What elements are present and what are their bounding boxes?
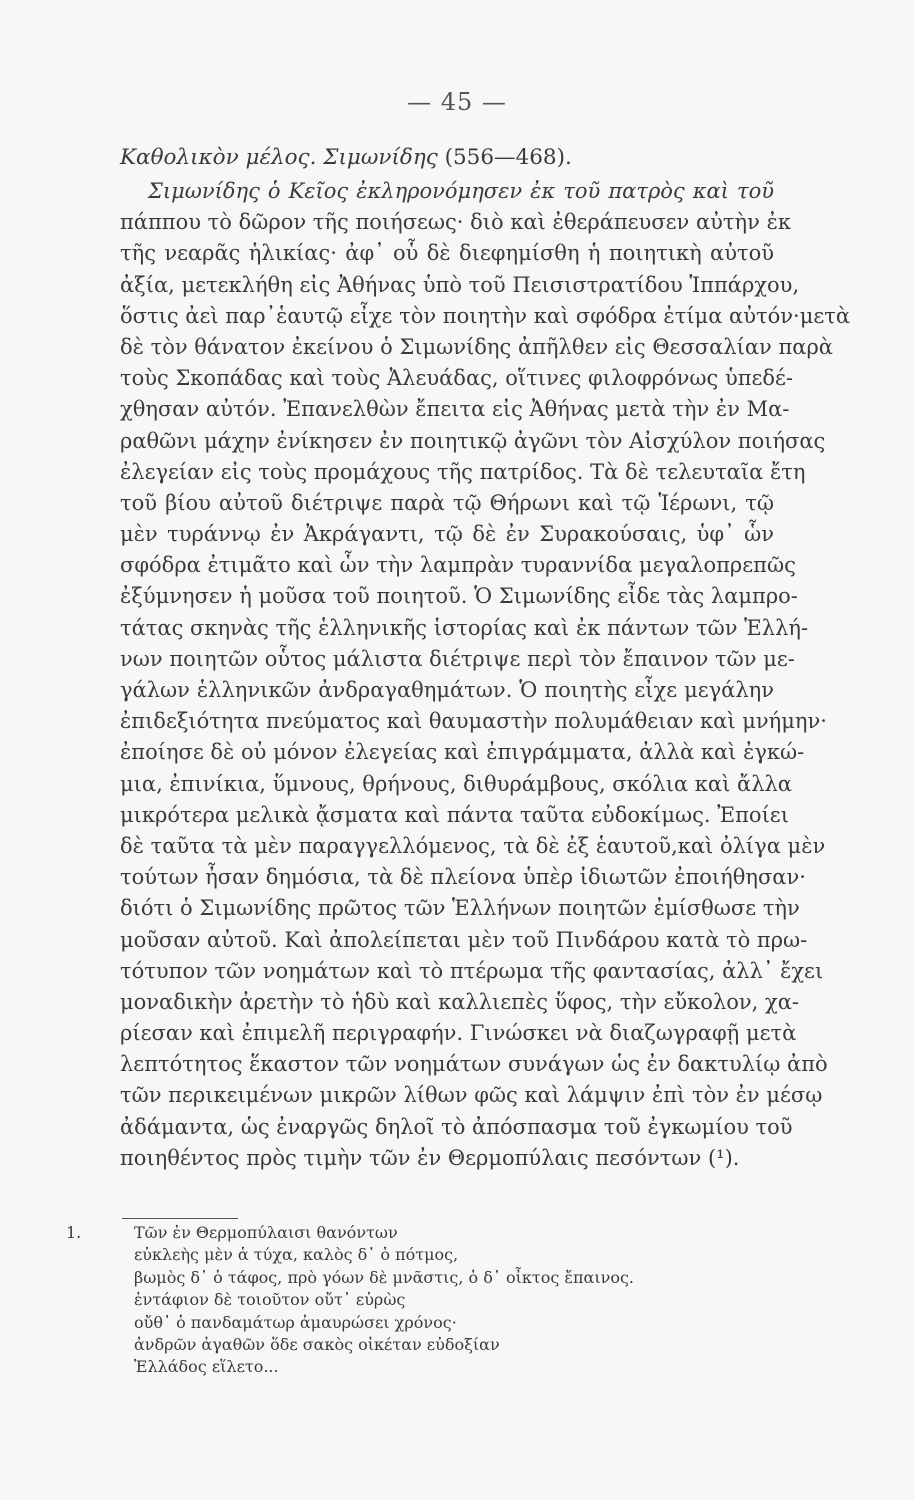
body-line: ἐποίησε δὲ οὐ μόνον ἐλεγείας καὶ ἐπιγράμματα, ἀλλὰ καὶ ἐγκώ- bbox=[120, 740, 805, 765]
footnote-line-text: ἀνδρῶν ἀγαθῶν ὅδε σακὸς οἰκέταν εὐδοξίαν bbox=[134, 1334, 500, 1354]
body-line: τῶν περικειμένων μικρῶν λίθων φῶς καὶ λάμψιν ἐπὶ τὸν ἐν μέσῳ bbox=[120, 1083, 823, 1108]
footnote-line-text: ἐντάφιον δὲ τοιοῦτον οὔτ᾽ εὐρὼς bbox=[134, 1290, 406, 1310]
page-number: — 45 — bbox=[407, 88, 507, 116]
footnote-line bbox=[66, 1334, 766, 1356]
body-line: τότυπον τῶν νοημάτων καὶ τὸ πτέρωμα τῆς φαντασίας, ἀλλ᾽ ἔχει bbox=[120, 958, 824, 983]
footnote-line-text: βωμὸς δ᾽ ὁ τάφος, πρὸ γόων δὲ μνᾶστις, ὁ δ᾽ οἶκτος ἔπαινος. bbox=[134, 1267, 635, 1287]
footnote-line bbox=[66, 1312, 766, 1334]
body-line: νων ποιητῶν οὗτος μάλιστα διέτριψε περὶ τὸν ἔπαινον τῶν με- bbox=[120, 646, 795, 671]
body-line: δὲ τὸν θάνατον ἐκείνου ὁ Σιμωνίδης ἀπῆλθεν εἰς Θεσσαλίαν παρὰ bbox=[120, 334, 833, 359]
footnote-line-text: οὔθ᾽ ὁ πανδαμάτωρ ἀμαυρώσει χρόνος· bbox=[134, 1312, 457, 1332]
footnote-line-text: Ἑλλάδος εἵλετο... bbox=[134, 1357, 279, 1377]
footnote-line bbox=[66, 1356, 766, 1378]
footnote-number: 1. bbox=[66, 1223, 82, 1242]
footnote bbox=[66, 1222, 766, 1379]
body-line: ἀξία, μετεκλήθη εἰς Ἀθήνας ὑπὸ τοῦ Πεισιστρατίδου Ἱππάρχου, bbox=[120, 272, 800, 297]
body-line: τοὺς Σκοπάδας καὶ τοὺς Ἀλευάδας, οἵτινες φιλοφρόνως ὑπεδέ- bbox=[120, 366, 794, 391]
body-line: τάτας σκηνὰς τῆς ἑλληνικῆς ἱστορίας καὶ ἐκ πάντων τῶν Ἑλλή- bbox=[120, 615, 809, 640]
body-line: χθησαν αὐτόν. Ἐπανελθὼν ἔπειτα εἰς Ἀθήνας μετὰ τὴν ἐν Μα- bbox=[120, 397, 790, 422]
footnote-line bbox=[66, 1289, 766, 1311]
body-line: ἀδάμαντα, ὡς ἐναργῶς δηλοῖ τὸ ἀπόσπασμα τοῦ ἐγκωμίου τοῦ bbox=[120, 1114, 793, 1139]
body-line: πάππου τὸ δῶρον τῆς ποιήσεως· διὸ καὶ ἐθεράπευσεν αὐτὴν ἐκ bbox=[120, 210, 791, 235]
body-line: μὲν τυράννῳ ἐν Ἀκράγαντι, τῷ δὲ ἐν Συρακούσαις, ὑφ᾽ ὧν bbox=[120, 522, 774, 547]
body-line: τῆς νεαρᾶς ἡλικίας· ἀφ᾽ οὗ δὲ διεφημίσθη ἡ ποιητικὴ αὐτοῦ bbox=[120, 241, 774, 266]
footnote-line-text: Τῶν ἐν Θερμοπύλαισι θανόντων bbox=[134, 1223, 398, 1242]
heading-dates: (556—468). bbox=[444, 145, 572, 170]
body-line: τούτων ἦσαν δημόσια, τὰ δὲ πλείονα ὑπὲρ ἰδιωτῶν ἐποιήθησαν· bbox=[120, 865, 806, 890]
body-line: ὅστις ἀεὶ παρ᾽ἑαυτῷ εἶχε τὸν ποιητὴν καὶ σφόδρα ἐτίμα αὐτόν·μετὰ bbox=[120, 303, 851, 328]
body-line: ραθῶνι μάχην ἐνίκησεν ἐν ποιητικῷ ἀγῶνι τὸν Αἰσχύλον ποιήσας bbox=[120, 428, 826, 453]
body-line: ἐπιδεξιότητα πνεύματος καὶ θαυμαστὴν πολυμάθειαν καὶ μνήμην· bbox=[120, 709, 827, 734]
body-line: σφόδρα ἐτιμᾶτο καὶ ὧν τὴν λαμπρὰν τυραννίδα μεγαλοπρεπῶς bbox=[120, 553, 796, 578]
footnote-line-text: εὐκλεὴς μὲν ἁ τύχα, καλὸς δ᾽ ὁ πότμος, bbox=[134, 1245, 459, 1265]
footnote-divider bbox=[122, 1218, 238, 1219]
body-lead-name: Σιμωνίδης bbox=[148, 179, 260, 203]
body-line: μια, ἐπινίκια, ὕμνους, θρήνους, διθυράμβους, σκόλια καὶ ἄλλα bbox=[120, 771, 792, 796]
body-text bbox=[120, 176, 851, 1174]
body-line: λεπτότητος ἕκαστον τῶν νοημάτων συνάγων ὡς ἐν δακτυλίῳ ἀπὸ bbox=[120, 1052, 828, 1077]
section-heading bbox=[120, 145, 572, 170]
heading-title: Καθολικὸν μέλος. Σιμωνίδης bbox=[120, 145, 438, 170]
body-line-text: ὁ Κεῖος ἐκληρονόμησεν ἐκ τοῦ πατρὸς καὶ τοῦ bbox=[267, 179, 774, 203]
body-line: τοῦ βίου αὐτοῦ διέτριψε παρὰ τῷ Θήρωνι καὶ τῷ Ἱέρωνι, τῷ bbox=[120, 490, 774, 515]
body-line: γάλων ἑλληνικῶν ἀνδραγαθημάτων. Ὁ ποιητὴς εἶχε μεγάλην bbox=[120, 678, 774, 702]
body-line: μοῦσαν αὐτοῦ. Καὶ ἀπολείπεται μὲν τοῦ Πινδάρου κατὰ τὸ πρω- bbox=[120, 927, 808, 952]
footnote-line bbox=[66, 1267, 766, 1289]
footnote-line bbox=[66, 1222, 766, 1244]
body-line: ρίεσαν καὶ ἐπιμελῆ περιγραφήν. Γινώσκει νὰ διαζωγραφῇ μετὰ bbox=[120, 1021, 797, 1046]
body-line: ποιηθέντος πρὸς τιμὴν τῶν ἐν Θερμοπύλαις πεσόντων (¹). bbox=[120, 1145, 740, 1170]
body-line: ἐξύμνησεν ἡ μοῦσα τοῦ ποιητοῦ. Ὁ Σιμωνίδης εἶδε τὰς λαμπρο- bbox=[120, 584, 798, 609]
body-line: ἐλεγείαν εἰς τοὺς προμάχους τῆς πατρίδος. Τὰ δὲ τελευταῖα ἔτη bbox=[120, 459, 806, 484]
footnote-line bbox=[66, 1244, 766, 1266]
body-line: δὲ ταῦτα τὰ μὲν παραγγελλόμενος, τὰ δὲ ἐξ ἑαυτοῦ,καὶ ὀλίγα μὲν bbox=[120, 833, 826, 858]
body-line: μικρότερα μελικὰ ᾄσματα καὶ πάντα ταῦτα εὐδοκίμως. Ἐποίει bbox=[120, 802, 789, 827]
body-line: διότι ὁ Σιμωνίδης πρῶτος τῶν Ἑλλήνων ποιητῶν ἐμίσθωσε τὴν bbox=[120, 896, 800, 921]
body-line: μοναδικὴν ἀρετὴν τὸ ἡδὺ καὶ καλλιεπὲς ὕφος, τὴν εὔκολον, χα- bbox=[120, 989, 800, 1014]
body-line bbox=[120, 176, 774, 207]
